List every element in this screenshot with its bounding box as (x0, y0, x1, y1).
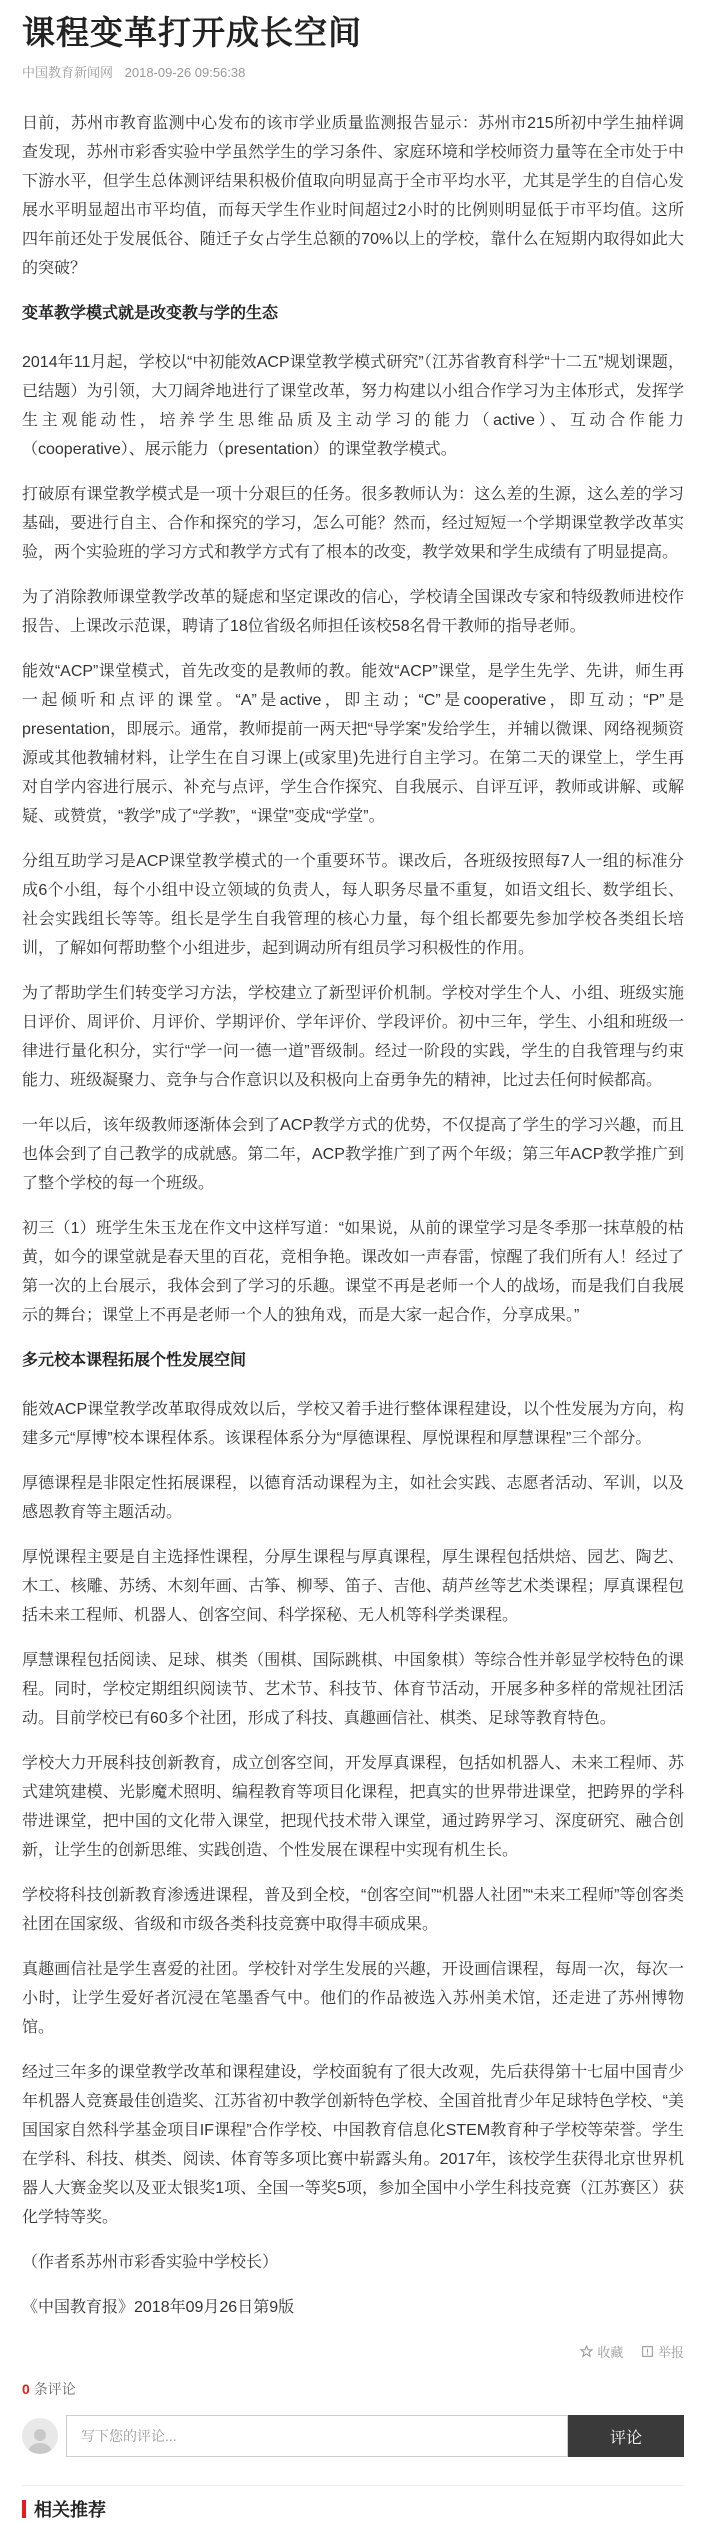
article-paragraph: 为了消除教师课堂教学改革的疑虑和坚定课改的信心，学校请全国课改专家和特级教师进校作报告、上课改示范课，聘请了18位省级名师担任该校58名骨干教师的指导老师。 (22, 589, 684, 635)
comment-count-label: 条评论 (33, 2381, 76, 2397)
article-body (22, 109, 684, 2322)
section-heading: 多元校本课程拓展个性发展空间 (22, 1352, 247, 1369)
comment-header (22, 2379, 684, 2399)
comment-form (22, 2415, 684, 2457)
comment-submit-button[interactable]: 评论 (568, 2415, 684, 2457)
article-paragraph: 能效ACP课堂教学改革取得成效以后，学校又着手进行整体课程建设，以个性发展为方向，构建多元“厚博”校本课程体系。该课程体系分为“厚德课程、厚悦课程和厚慧课程”三个部分。 (22, 1401, 684, 1447)
article-paragraph: 学校将科技创新教育渗透进课程，普及到全校，“创客空间”“机器人社团”“未来工程师”等创客类社团在国家级、省级和市级各类科技竞赛中取得丰硕成果。 (22, 1887, 684, 1933)
article-actions (22, 2342, 684, 2361)
favorite-button[interactable] (580, 2342, 623, 2361)
article-datetime: 2018-09-26 09:56:38 (124, 65, 246, 80)
article-paragraph: 能效“ACP”课堂模式，首先改变的是教师的教。能效“ACP”课堂，是学生先学、先讲，师生再一起倾听和点评的课堂。“A”是active，即主动；“C”是cooperative，即互动；“P”是presentation，即展示。通常，教师提前一两天把“导学案”发给学生，并辅以微课、网络视频资源或其他教辅材料，让学生在自习课上(或家里)先进行自主学习。在第二天的课堂上，学生再对自学内容进行展示、补充与点评，学生合作探究、自我展示、自评互评，教师或讲解、或解疑、或赞赏，“教学”成了“学教”，“课堂”变成“学堂”。 (22, 663, 684, 825)
favorite-label: 收藏 (597, 2345, 624, 2360)
section-heading: 变革教学模式就是改变教与学的生态 (22, 305, 279, 322)
article-paragraph: 日前，苏州市教育监测中心发布的该市学业质量监测报告显示：苏州市215所初中学生抽样调查发现，苏州市彩香实验中学虽然学生的学习条件、家庭环境和学校师资力量等在全市处于中下游水平，但学生总体测评结果积极价值取向明显高于全市平均水平，尤其是学生的自信心发展水平明显超出市平均值，而每天学生作业时间超过2小时的比例则明显低于市平均值。这所四年前还处于发展低谷、随迁子女占学生总额的70%以上的学校，靠什么在短期内取得如此大的突破？ (22, 115, 684, 277)
article-paragraph: 为了帮助学生们转变学习方法，学校建立了新型评价机制。学校对学生个人、小组、班级实施日评价、周评价、月评价、学期评价、学年评价、学段评价。初中三年，学生、小组和班级一律进行量化积分，实行“学一问一德一道”晋级制。经过一阶段的实践，学生的自我管理与约束能力、班级凝聚力、竞争与合作意识以及积极向上奋勇争先的精神，比过去任何时候都高。 (22, 985, 684, 1089)
article-paragraph: 打破原有课堂教学模式是一项十分艰巨的任务。很多教师认为：这么差的生源，这么差的学习基础，要进行自主、合作和探究的学习，怎么可能？然而，经过短短一个学期课堂教学改革实验，两个实验班的学习方式和教学方式有了根本的改变，教学效果和学生成绩有了明显提高。 (22, 486, 684, 561)
article-paragraph: 分组互助学习是ACP课堂教学模式的一个重要环节。课改后，各班级按照每7人一组的标准分成6个小组，每个小组中设立领域的负责人，每人职务尽量不重复，如语文组长、数学组长、社会实践组长等等。组长是学生自我管理的核心力量，每个组长都要先参加学校各类组长培训，了解如何帮助整个小组进步，起到调动所有组员学习积极性的作用。 (22, 853, 684, 957)
related-section-header (22, 2485, 684, 2522)
article-paragraph: 《中国教育报》2018年09月26日第9版 (22, 2299, 295, 2316)
report-icon (641, 2345, 654, 2358)
related-title: 相关推荐 (34, 2500, 106, 2520)
report-label: 举报 (657, 2345, 684, 2360)
article-paragraph: 一年以后，该年级教师逐渐体会到了ACP教学方式的优势，不仅提高了学生的学习兴趣，而且也体会到了自己教学的成就感。第二年，ACP教学推广到了两个年级；第三年ACP教学推广到了整个学校的每一个班级。 (22, 1117, 684, 1192)
article-paragraph: 2014年11月起，学校以“中初能效ACP课堂教学模式研究”（江苏省教育科学“十二五”规划课题，已结题）为引领，大刀阔斧地进行了课堂改革，努力构建以小组合作学习为主体形式，发挥学生主观能动性，培养学生思维品质及主动学习的能力（active）、互动合作能力（cooperative）、展示能力（presentation）的课堂教学模式。 (22, 354, 684, 458)
section-accent-bar (22, 2500, 26, 2518)
article-paragraph: （作者系苏州市彩香实验中学校长） (22, 2254, 279, 2271)
article-paragraph: 学校大力开展科技创新教育，成立创客空间，开发厚真课程，包括如机器人、未来工程师、苏式建筑建模、光影魔术照明、编程教育等项目化课程，把真实的世界带进课堂，把跨界的学科带进课堂，把中国的文化带入课堂，把现代技术带入课堂，通过跨界学习、深度研究、融合创新，让学生的创新思维、实践创造、个性发展在课程中实现有机生长。 (22, 1755, 684, 1859)
article-meta (22, 62, 684, 81)
article-paragraph: 厚慧课程包括阅读、足球、棋类（围棋、国际跳棋、中国象棋）等综合性并彰显学校特色的课程。同时，学校定期组织阅读节、艺术节、科技节、体育节活动，开展多种多样的常规社团活动。目前学校已有60多个社团，形成了科技、真趣画信社、棋类、足球等教育特色。 (22, 1652, 684, 1727)
article-paragraph: 初三（1）班学生朱玉龙在作文中这样写道：“如果说，从前的课堂学习是冬季那一抹草般的枯黄，如今的课堂就是春天里的百花，竞相争艳。课改如一声春雷，惊醒了我们所有人！经过了第一次的上台展示，我体会到了学习的乐趣。课堂不再是老师一个人的战场，而是我们自我展示的舞台；课堂上不再是老师一个人的独角戏，而是大家一起合作，分享成果。” (22, 1220, 684, 1324)
comment-count: 0 (22, 2381, 30, 2397)
article-source[interactable]: 中国教育新闻网 (22, 65, 114, 80)
user-icon (25, 2424, 55, 2454)
report-button[interactable] (641, 2342, 684, 2361)
star-icon (580, 2345, 593, 2358)
article-paragraph: 经过三年多的课堂教学改革和课程建设，学校面貌有了很大改观，先后获得第十七届中国青少年机器人竞赛最佳创造奖、江苏省初中教学创新特色学校、全国首批青少年足球特色学校、“美国国家自然科学基金项目IF课程”合作学校、中国教育信息化STEM教育种子学校等荣誉。学生在学科、科技、棋类、阅读、体育等多项比赛中崭露头角。2017年，该校学生获得北京世界机器人大赛金奖以及亚太银奖1项、全国一等奖5项，参加全国中小学生科技竞赛（江苏赛区）获化学特等奖。 (22, 2064, 684, 2226)
article-paragraph: 厚悦课程主要是自主选择性课程，分厚生课程与厚真课程，厚生课程包括烘焙、园艺、陶艺、木工、核雕、苏绣、木刻年画、古筝、柳琴、笛子、吉他、葫芦丝等艺术类课程；厚真课程包括未来工程师、机器人、创客空间、科学探秘、无人机等科学类课程。 (22, 1549, 684, 1624)
article-title: 课程变革打开成长空间 (22, 14, 362, 51)
article-paragraph: 厚德课程是非限定性拓展课程，以德育活动课程为主，如社会实践、志愿者活动、军训，以及感恩教育等主题活动。 (22, 1475, 684, 1521)
article-paragraph: 真趣画信社是学生喜爱的社团。学校针对学生发展的兴趣，开设画信课程，每周一次，每次一小时，让学生爱好者沉浸在笔墨香气中。他们的作品被选入苏州美术馆，还走进了苏州博物馆。 (22, 1961, 684, 2036)
avatar (22, 2418, 58, 2454)
comment-input[interactable]: 写下您的评论... (66, 2415, 568, 2457)
